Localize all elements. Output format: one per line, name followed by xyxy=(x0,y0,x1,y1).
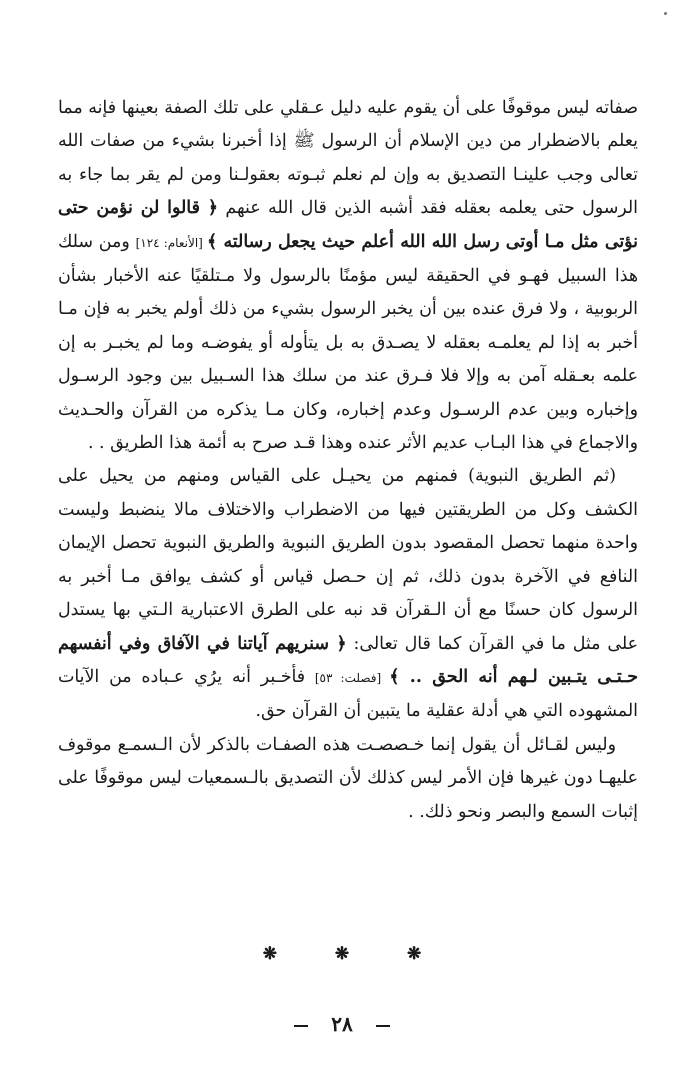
verse-reference: [الأنعام: ١٢٤] xyxy=(135,235,207,250)
verse-reference: [فصلت: ٥٣] xyxy=(314,670,390,685)
page-number: ٢٨ xyxy=(331,1012,353,1036)
quran-verse: ﴿ قالوا لن نؤمن حتى نؤتى مثل مـا أوتى رسل الله الله أعلم حيث يجعل رسالته ﴾ xyxy=(58,198,638,252)
paragraph-2 xyxy=(58,460,638,728)
dash-right xyxy=(294,1025,308,1027)
separator-asterisk: ❋ xyxy=(262,944,277,964)
dash-left xyxy=(376,1025,390,1027)
body-text: صفاته ليس موقوفًا على أن يقوم عليه دليل عـقلي على تلك الصفة بعينها فإنه مما يعلم بالاضطرار من دين الإسلام أن الرسول ﷺ إذا أخبرنا بشيء من صفات الله تعالى وجب علينـا التصديق به وإن لم نعلم ثبـوته بعقولـنا ومن لم يقر بما جاء به الرسول حتى يعلمه بعقله فقد أشبه الذين قال الله عنهم xyxy=(58,98,639,219)
paragraph-1 xyxy=(58,92,638,460)
page-footer xyxy=(0,1012,684,1036)
scan-speck xyxy=(664,12,667,15)
paragraph-3 xyxy=(58,729,638,829)
page-body xyxy=(58,92,638,829)
quran-verse: ﴿ سنريهم آياتنا في الآفاق وفي أنفسهم حـتـى يتـبين لـهم أنه الحق .. ﴾ xyxy=(58,633,638,687)
separator-asterisk: ❋ xyxy=(407,944,422,964)
body-text: (ثم الطريق النبوية) فمنهم من يحيـل على القياس ومنهم من يحيل على الكشف وكل من الطريقتين فيها من الاضطراب والاختلاف مالا ينضبط وليست واحدة منهما تحصل المقصود بدون الطريق النبوية والطريق النبوية تحصل الإيمان النافع في الآخرة بدون ذلك، ثم إن حـصل قياس أو كشف يوافق مـا أخبر به الرسول كان حسنًا مع أن الـقرآن قد نبه على الطرق الاعتبارية الـتي بها يستدل على مثل ما في القرآن كما قال تعالى: xyxy=(58,466,638,654)
body-text: ومن سلك هذا السبيل فهـو في الحقيقة ليس مؤمنًا بالرسول ولا مـتلقيًا عنه الأخبار بشأن الربوبية ، ولا فرق عنده بين أن يخبر الرسول بشيء من ذلك أولم يخبر به فإن مـا أخبر به إذا لم يعلمـه بعقله لا يصـدق به بل يتأوله أو يفوضـه وما لم يخبـر به إن علمه بعـقله آمن به وإلا فلا فـرق عند من سلك هذا السـبيل بين وجود الرسـول وإخباره وبين عدم الرسـول وعدم إخباره، وكان مـا يذكره من القرآن والحـديث والاجماع في هذا البـاب عديم الأثر عنده وهذا قـد صرح به أئمة هذا الطريق . . xyxy=(58,231,638,454)
body-text: وليس لقـائل أن يقول إنما خـصصـت هذه الصفـات بالذكر لأن الـسمـع موقوف عليهـا دون غيرها فإن الأمر ليس كذلك لأن التصديق بالـسمعيات ليس موقوفًا على إثبات السمع والبصر ونحو ذلك. . xyxy=(58,734,638,822)
body-text: فأخـبر أنه يرُي عـباده من الآيات المشهوده التي هي أدلة عقلية ما يتبين أن القرآن حق. xyxy=(58,666,638,722)
section-separator xyxy=(0,944,684,964)
separator-asterisk: ❋ xyxy=(334,944,350,964)
